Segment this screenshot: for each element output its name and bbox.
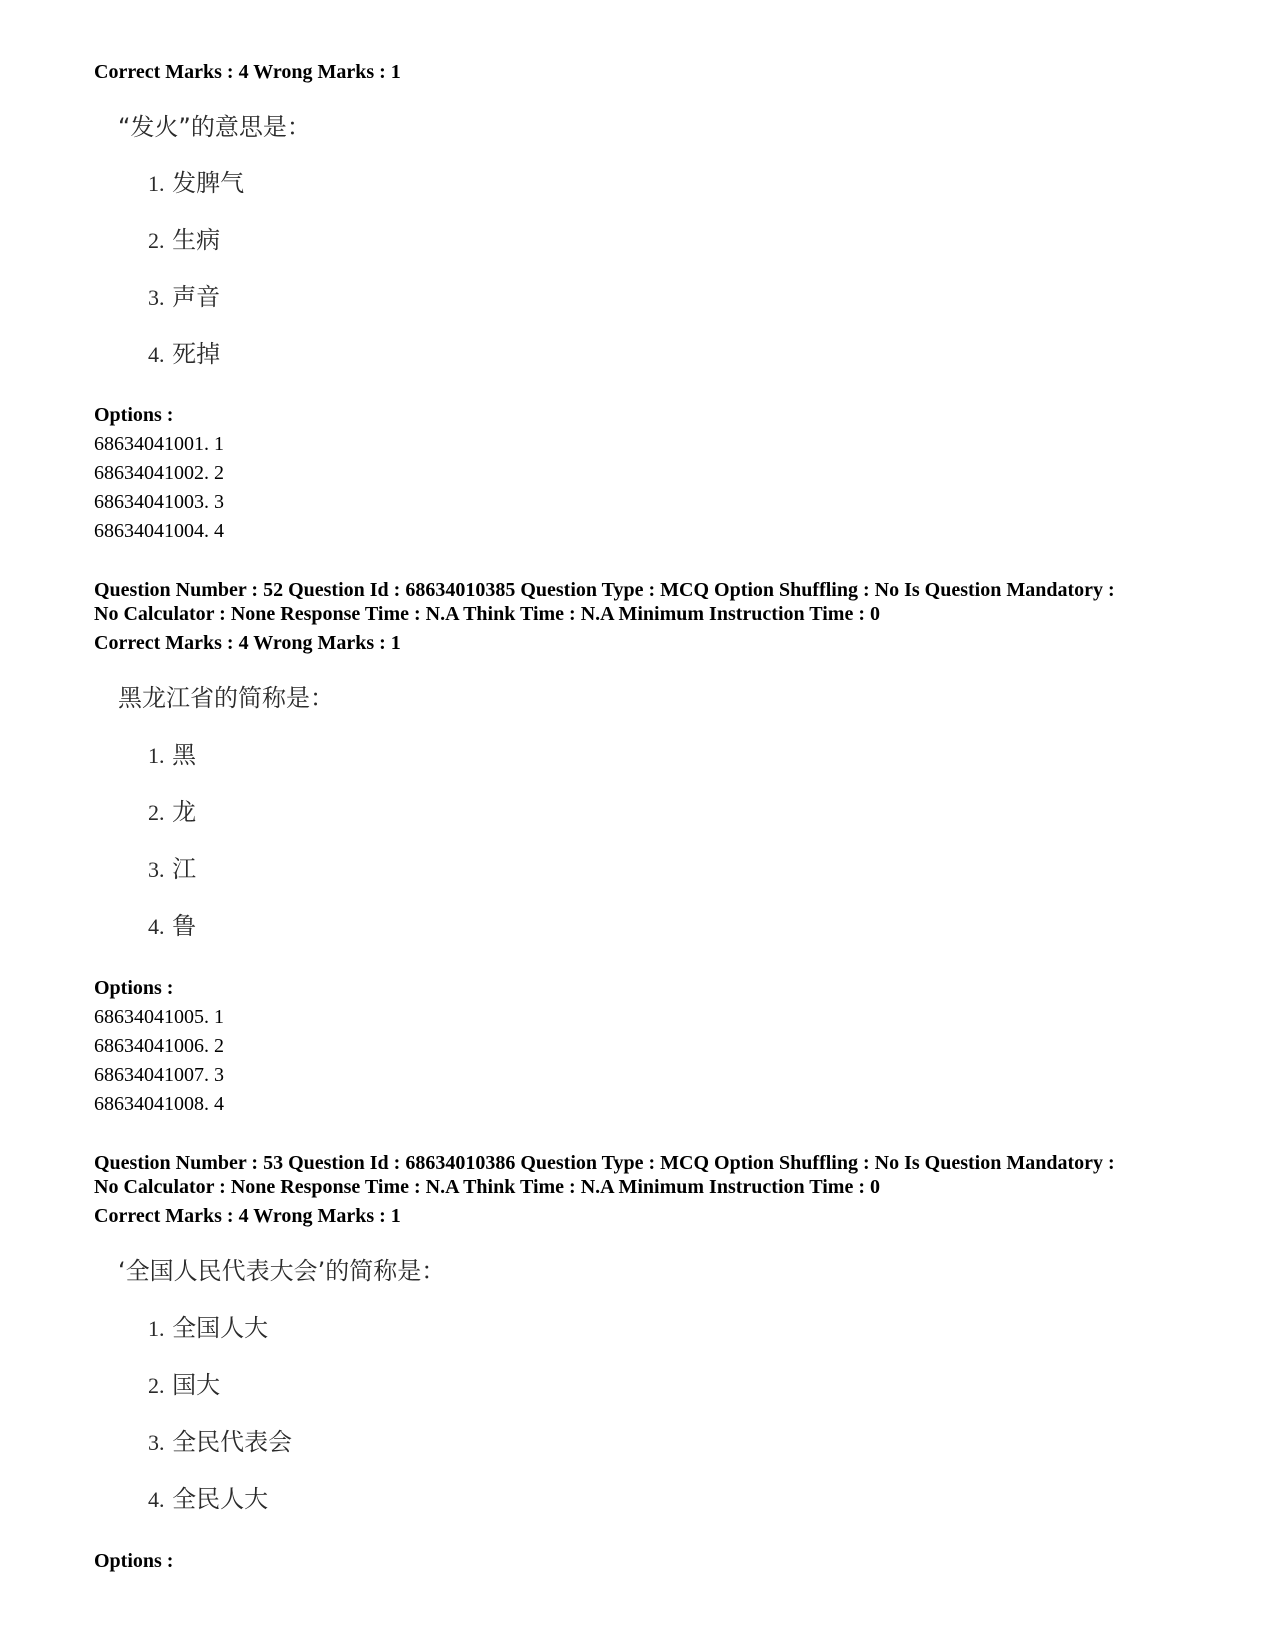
question-header-line: No Calculator : None Response Time : N.A Think Time : N.A Minimum Instruction Time : 0 (94, 1176, 880, 1198)
choice-item (148, 1484, 268, 1515)
choice-text: 发脾气 (172, 169, 245, 197)
option-id: 68634041008. 4 (94, 1093, 224, 1115)
choice-text: 江 (172, 855, 197, 883)
question-header-line: No Calculator : None Response Time : N.A Think Time : N.A Minimum Instruction Time : 0 (94, 603, 880, 625)
choice-text: 生病 (172, 226, 221, 254)
option-id: 68634041001. 1 (94, 433, 224, 455)
choice-item (148, 1370, 220, 1401)
choice-text: 全国人大 (172, 1314, 269, 1342)
choice-number: 2. (148, 228, 165, 253)
choice-item (148, 339, 220, 370)
question-text: ‘全国人民代表大会’的简称是： (118, 1257, 446, 1285)
choice-number: 1. (148, 171, 165, 196)
choice-item (148, 1313, 268, 1344)
choice-item (148, 168, 244, 199)
options-label: Options : (94, 404, 174, 426)
choice-item (148, 854, 196, 885)
options-label: Options : (94, 1550, 174, 1572)
choice-text: 全民代表会 (172, 1428, 293, 1456)
option-id: 68634041006. 2 (94, 1035, 224, 1057)
choice-number: 1. (148, 743, 165, 768)
choice-number: 4. (148, 342, 165, 367)
choice-number: 4. (148, 914, 165, 939)
choice-text: 黑 (172, 741, 197, 769)
choice-item (148, 225, 220, 256)
choice-text: 死掉 (172, 340, 221, 368)
choice-text: 鲁 (172, 912, 197, 940)
option-id: 68634041004. 4 (94, 520, 224, 542)
marks-line: Correct Marks : 4 Wrong Marks : 1 (94, 632, 401, 654)
options-label: Options : (94, 977, 174, 999)
option-id: 68634041007. 3 (94, 1064, 224, 1086)
question-text: 黑龙江省的简称是： (118, 684, 334, 712)
option-id: 68634041002. 2 (94, 462, 224, 484)
choice-text: 声音 (172, 283, 221, 311)
choice-item (148, 1427, 292, 1458)
choice-number: 2. (148, 1373, 165, 1398)
marks-line: Correct Marks : 4 Wrong Marks : 1 (94, 61, 401, 83)
choice-item (148, 282, 220, 313)
option-id: 68634041003. 3 (94, 491, 224, 513)
choice-text: 国大 (172, 1371, 221, 1399)
option-id: 68634041005. 1 (94, 1006, 224, 1028)
question-header-line: Question Number : 53 Question Id : 68634010386 Question Type : MCQ Option Shuffling : No Is Question Mandatory : (94, 1152, 1115, 1174)
choice-number: 3. (148, 857, 165, 882)
choice-number: 1. (148, 1316, 165, 1341)
choice-item (148, 797, 196, 828)
choice-item (148, 740, 196, 771)
choice-item (148, 911, 196, 942)
question-text: “发火”的意思是： (118, 113, 311, 141)
choice-text: 全民人大 (172, 1485, 269, 1513)
choice-text: 龙 (172, 798, 197, 826)
choice-number: 3. (148, 285, 165, 310)
question-header-line: Question Number : 52 Question Id : 68634010385 Question Type : MCQ Option Shuffling : No Is Question Mandatory : (94, 579, 1115, 601)
marks-line: Correct Marks : 4 Wrong Marks : 1 (94, 1205, 401, 1227)
choice-number: 2. (148, 800, 165, 825)
choice-number: 4. (148, 1487, 165, 1512)
choice-number: 3. (148, 1430, 165, 1455)
